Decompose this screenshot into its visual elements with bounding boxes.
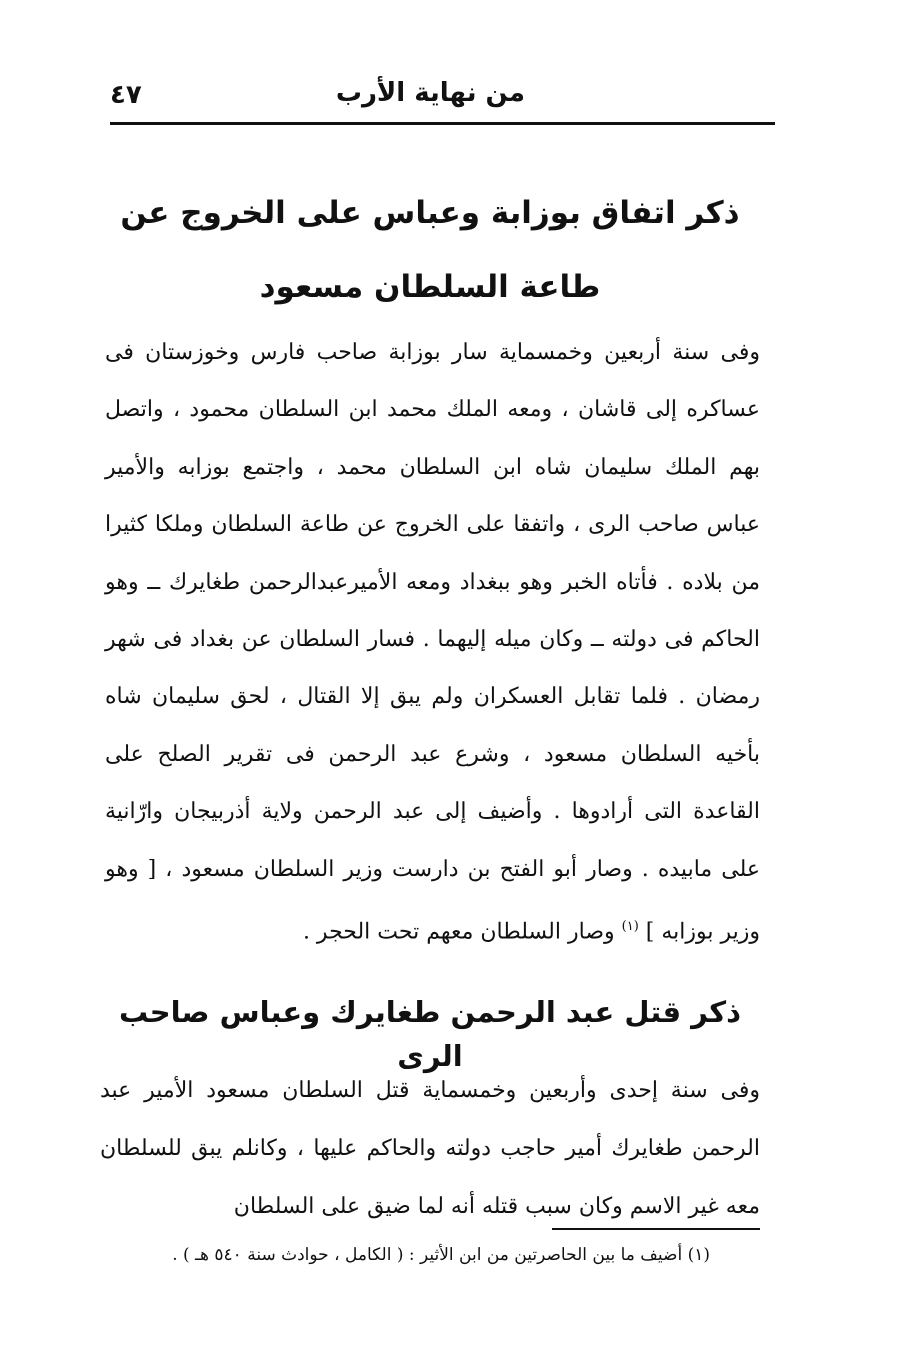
header-rule <box>110 122 775 125</box>
section-heading-1: ذكر اتفاق بوزابة وعباس على الخروج عن طاعة السلطان مسعود <box>120 195 740 305</box>
footnote: (١) أضيف ما بين الحاصرتين من ابن الأثير : ( الكامل ، حوادث سنة ٥٤٠ هـ ) . <box>172 1245 710 1265</box>
footnote-marker: (١) <box>621 919 639 935</box>
page-header <box>110 72 775 122</box>
section-heading-2: ذكر قتل عبد الرحمن طغايرك وعباس صاحب الرى <box>119 995 741 1073</box>
footnote-rule <box>552 1228 760 1230</box>
section-1-paragraph <box>105 324 760 961</box>
running-title: من نهاية الأرب <box>335 78 525 108</box>
section-1-text-end: وصار السلطان معهم تحت الحجر . <box>302 919 615 945</box>
page-number: ٤٧ <box>110 80 142 110</box>
section-1-text: وفى سنة أربعين وخمسماية سار بوزابة صاحب فارس وخوزستان فى عساكره إلى قاشان ، ومعه الملك محمد ابن السلطان محمود ، واتصل بهم الملك سليمان شاه ابن السلطان محمد ، واجتمع بوزابه والأمير عباس صاحب الرى ، واتفقا على الخروج عن طاعة السلطان وملكا كثيرا من بلاده . فأتاه الخبر وهو ببغداد ومعه الأميرعبدالرحمن طغايرك ــ وهو الحاكم فى دولته ــ وكان ميله إليهما . فسار السلطان عن بغداد فى شهر رمضان . فلما تقابل العسكران ولم يبق إلا القتال ، لحق سليمان شاه بأخيه السلطان مسعود ، وشرع عبد الرحمن فى تقرير الصلح على القاعدة التى أرادوها . وأضيف إلى عبد الرحمن ولاية أذربيجان وارّانية على مابيده . وصار أبو الفتح بن دارست وزير السلطان مسعود ، [ وهو وزير بوزابه ] <box>105 340 761 945</box>
section-2-paragraph: وفى سنة إحدى وأربعين وخمسماية قتل السلطان مسعود الأمير عبد الرحمن طغايرك أمير حاجب دولته والحاكم عليها ، وكانلم يبق للسلطان معه غير الاسم وكان سبب قتله أنه لما ضيق على السلطان <box>100 1078 760 1219</box>
